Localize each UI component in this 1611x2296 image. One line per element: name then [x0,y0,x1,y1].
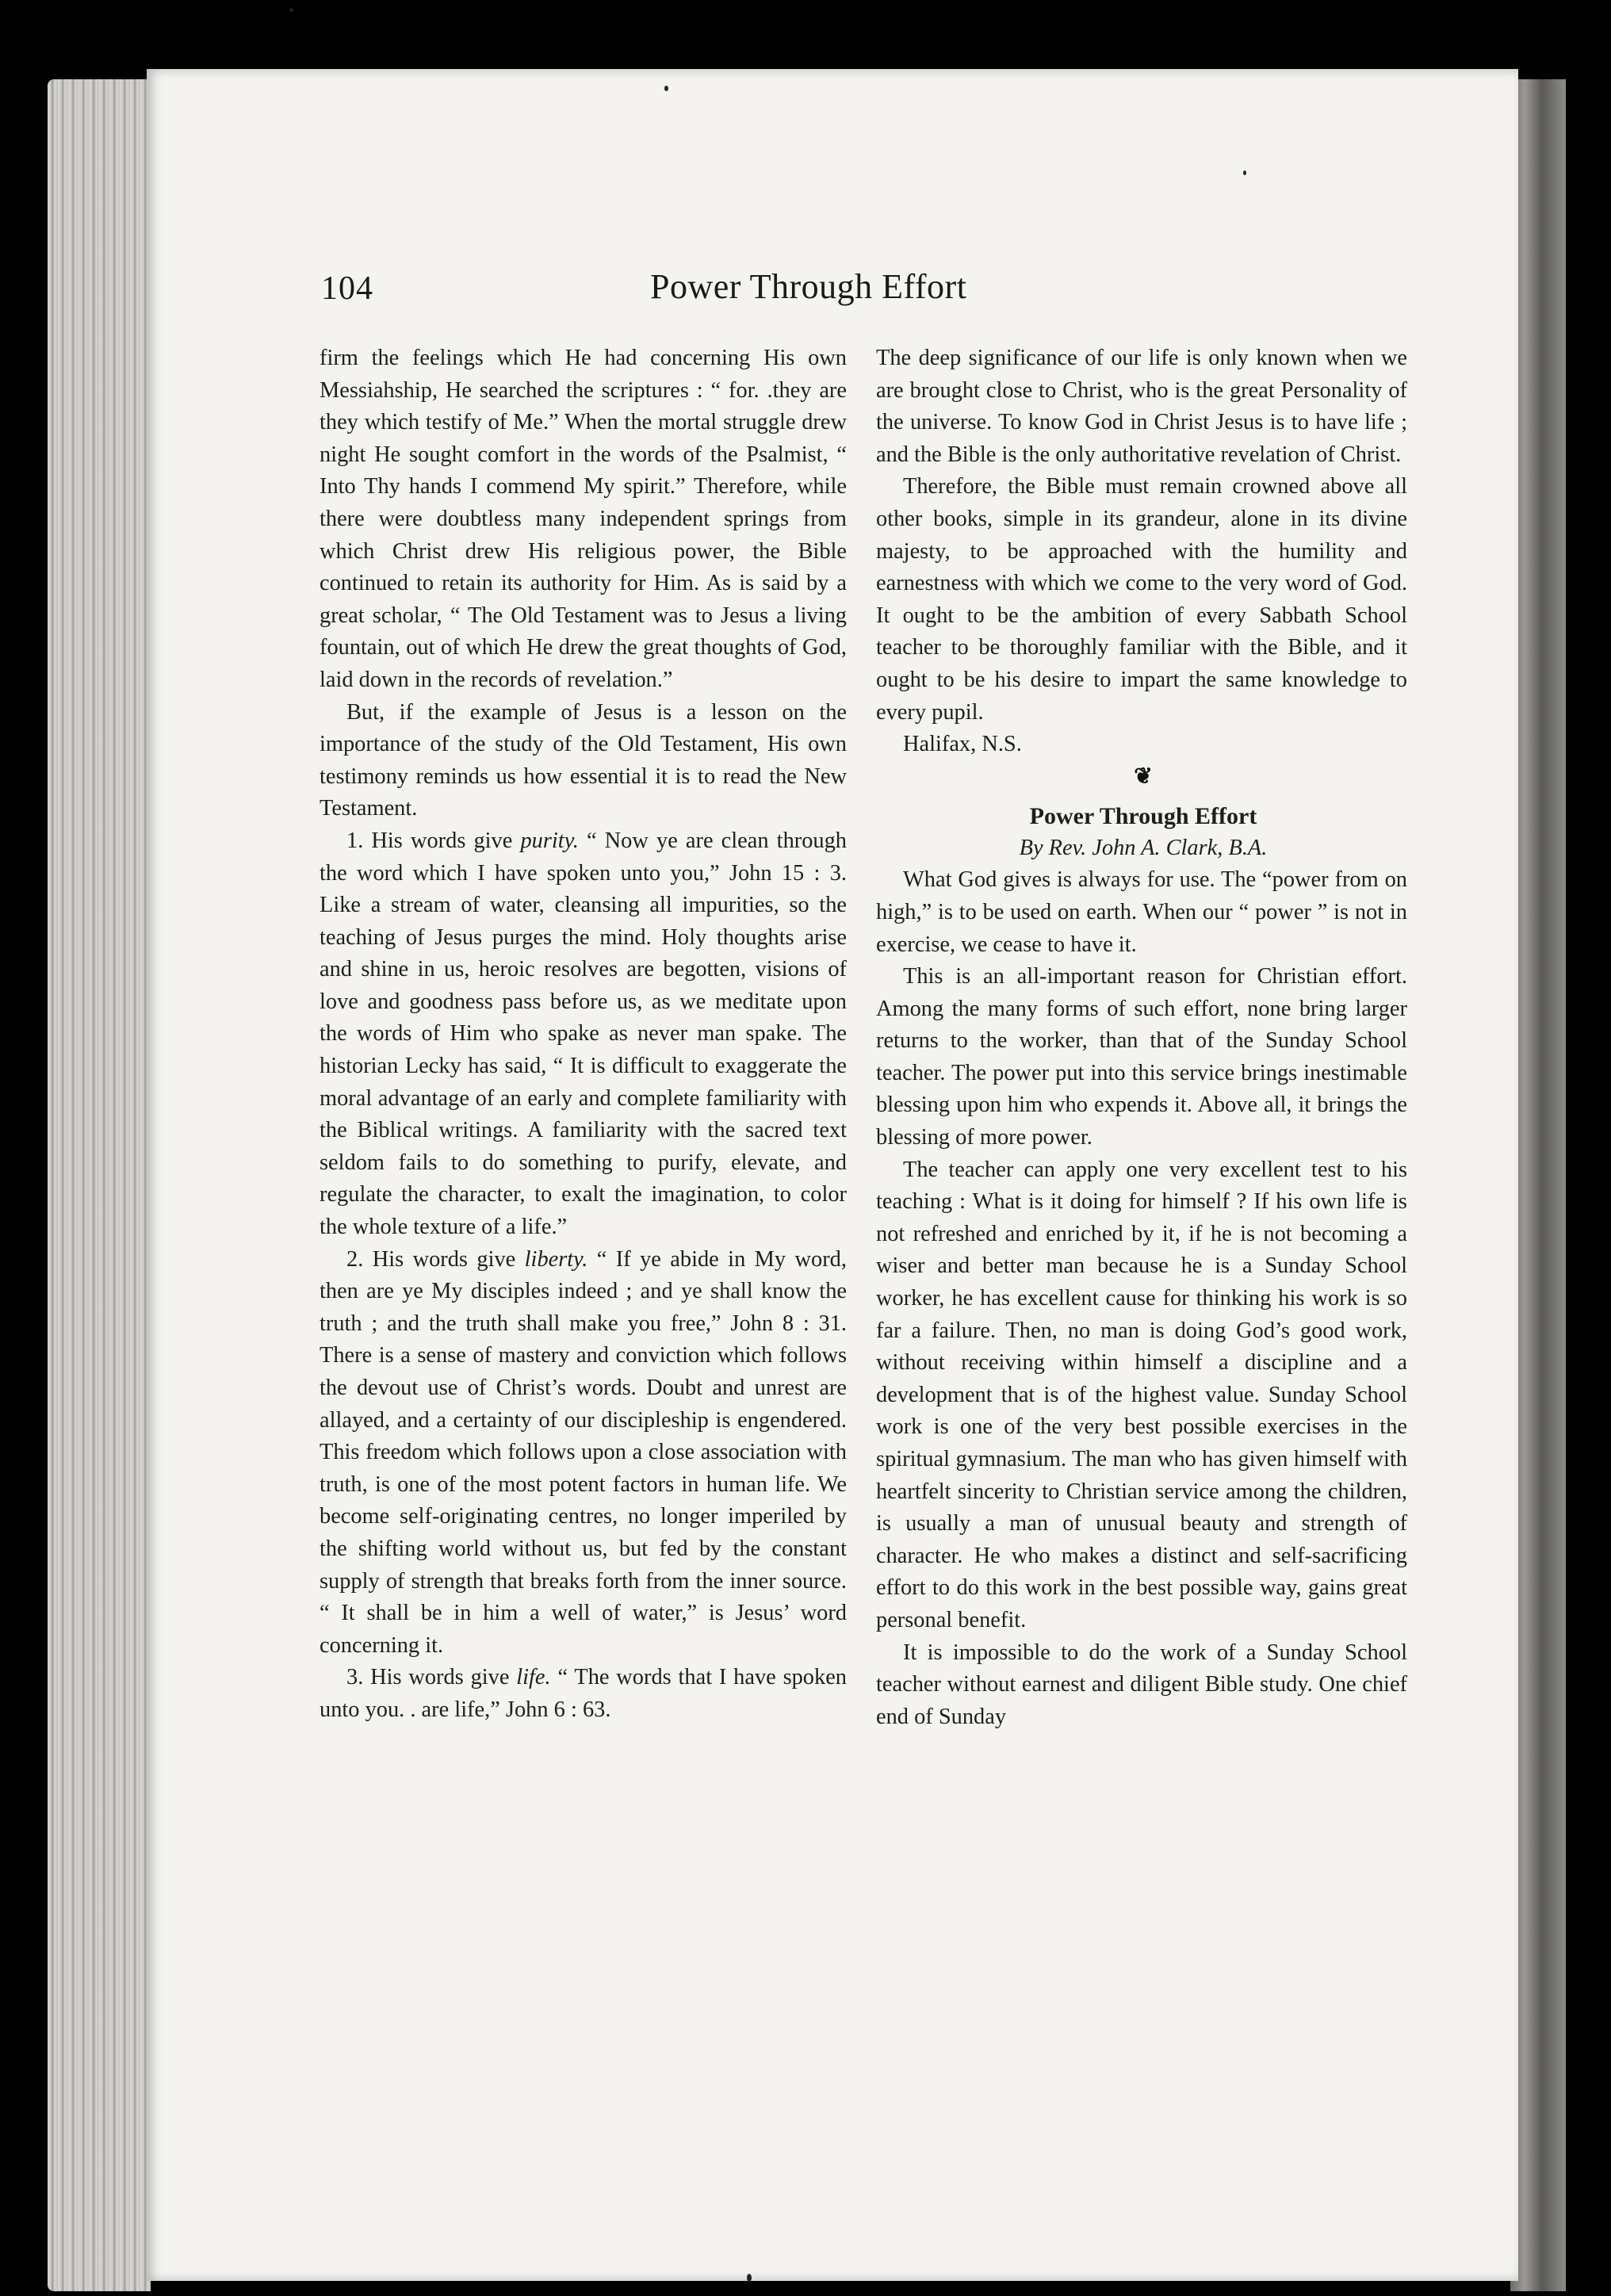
emphasis: liberty. [524,1246,588,1272]
right-column [876,342,1407,1733]
ornament-icon: ❦ [1134,763,1153,789]
paragraph-text: 1. His words give [346,828,521,853]
page-number: 104 [321,270,373,307]
paragraph: The deep significance of our life is only known when we are brought close to Christ, who is the great Personality of the universe. To know God in Christ Jesus is to have life ; and the Bible is the only authoritative revelation of Christ. [876,346,1407,467]
running-head: Power Through Effort [650,267,967,306]
paragraph: firm the feelings which He had concerning His own Messiahship, He searched the scriptures : “ for. .they are they which testify of Me.” When the mortal struggle drew night He sought comfort in the words of the Psalmist, “ Into Thy hands I commend My spirit.” Therefore, while there were doubtless many independent springs from which Christ drew His religious power, the Bible continued to retain its authority for Him. As is said by a great scholar, “ The Old Testament was to Jesus a living fountain, out of which He drew the great thoughts of God, laid down in the records of revelation.” [320,346,847,692]
paragraph: But, if the example of Jesus is a lesson on the importance of the study of the Old Testament, His own testimony reminds us how essential it is to read the New Testament. [320,699,847,821]
scan-speck [289,8,293,12]
emphasis: purity. [520,828,579,853]
paragraph [320,825,847,1244]
paragraph: The teacher can apply one very excellent test to his teaching : What is it doing for himself ? If his own life is not refreshed and enriched by it, if he is not becoming a wiser and better man because he is a Sunday School worker, he has excellent cause for thinking his work is so far a failure. Then, no man is doing God’s good work, without receiving within himself a discipline and a development that is of the highest value. Sunday School work is one of the very best possible exercises in the spiritual gymnasium. The man who has given himself with heartfelt sincerity to Christian service among the children, is usually a man of unusual beauty and strength of character. He who makes a distinct and self-sacrificing effort to do this work in the best possible way, gains great personal benefit. [876,1157,1407,1632]
paragraph: What God gives is always for use. The “power from on high,” is to be used on earth. When our “ power ” is not in exercise, we cease to have it. [876,867,1407,957]
paragraph: This is an all-important reason for Christian effort. Among the many forms of such effort, none bring larger returns to the worker, than that of the Sunday School teacher. The power put into this service brings inestimable blessing upon him who expends it. Above all, it brings the blessing of more power. [876,964,1407,1150]
paragraph [320,1662,847,1726]
paragraph [320,1244,847,1663]
page-edges-right [1510,79,1566,2291]
left-column [320,342,847,1727]
byline: By Rev. John A. Clark, B.A. [1019,835,1268,860]
place-signature: Halifax, N.S. [903,732,1022,757]
paragraph-text: “ The words that I have spoken unto you. . are life,” John 6 : 63. [320,1665,847,1722]
article-title: Power Through Effort [1029,802,1257,829]
paragraph-text: 3. His words give [346,1665,517,1690]
paragraph-text: “ If ye abide in My word, then are ye My disciples indeed ; and ye shall know the truth ; and the truth shall make you free,” John 8 : 31. There is a sense of mastery and conviction which follows the devout use of Christ’s words. Doubt and unrest are allayed, and a certainty of our discipleship is engendered. This freedom which follows upon a close association with truth, is one of the most potent factors in human life. We become self-originating centres, no longer imperiled by the shifting world without us, but fed by the constant supply of strength that breaks forth from the inner source. “ It shall be in him a well of water,” is Jesus’ word concerning it. [320,1246,847,1658]
paragraph: It is impossible to do the work of a Sunday School teacher without earnest and diligent Bible study. One chief end of Sunday [876,1640,1407,1729]
scan-speck [664,86,668,91]
emphasis: life. [516,1665,551,1690]
scan-speck [1243,170,1246,175]
paragraph: Therefore, the Bible must remain crowned above all other books, simple in its grandeur, alone in its divine majesty, to be approached with the humility and earnestness with which we come to the very word of God. It ought to be the ambition of every Sabbath School teacher to be thoroughly familiar with the Bible, and it ought to be his desire to impart the same knowledge to every pupil. [876,474,1407,725]
scan-speck [747,2274,752,2282]
paragraph-text: 2. His words give [346,1246,525,1272]
page-edges-left [48,79,151,2291]
paragraph-text: “ Now ye are clean through the word which I have spoken unto you,” John 15 : 3. Like a stream of water, cleansing all impurities, so the teaching of Jesus purges the mind. Holy thoughts arise and shine in us, heroic resolves are begotten, visions of love and goodness pass before us, as we meditate upon the words of Him who spake as never man spake. The historian Lecky has said, “ It is difficult to exaggerate the moral advantage of an early and complete familiarity with the Biblical writings. A familiarity with the sacred text seldom fails to do something to purify, elevate, and regulate the character, to exalt the imagination, to color the whole texture of a life.” [320,828,848,1240]
